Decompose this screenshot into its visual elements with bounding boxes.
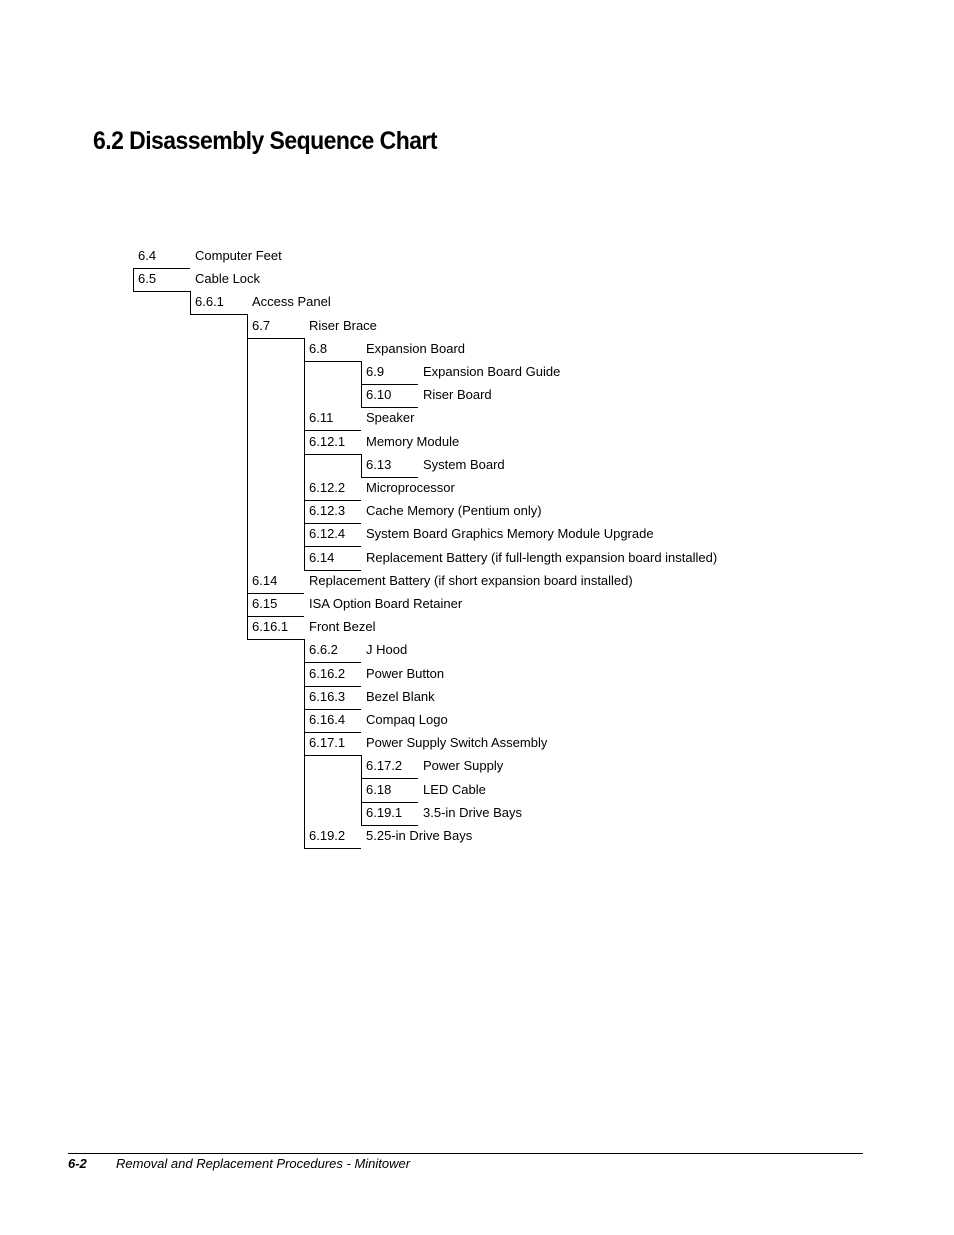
sequence-row — [304, 432, 864, 454]
component-label: Expansion Board — [366, 341, 466, 356]
component-label: Power Button — [366, 666, 445, 681]
row-left-border — [133, 268, 134, 291]
sequence-row — [247, 571, 807, 593]
group-connector — [304, 338, 305, 570]
number-underline — [361, 802, 418, 803]
sequence-row — [190, 292, 750, 314]
section-number: 6.16.3 — [309, 689, 346, 704]
section-number: 6.12.4 — [309, 526, 346, 541]
component-label: Memory Module — [366, 434, 460, 449]
section-number: 6.10 — [366, 387, 392, 402]
number-underline — [361, 407, 418, 408]
section-number: 6.12.2 — [309, 480, 346, 495]
group-connector — [361, 361, 362, 407]
component-label: 5.25-in Drive Bays — [366, 828, 473, 843]
component-label: System Board Graphics Memory Module Upgrade — [366, 526, 654, 541]
sequence-row — [361, 803, 921, 825]
group-connector — [247, 314, 248, 639]
section-number: 6.16.4 — [309, 712, 346, 727]
number-underline — [304, 500, 361, 501]
sequence-row — [304, 408, 864, 430]
component-label: Cache Memory (Pentium only) — [366, 503, 542, 518]
section-number: 6.19.2 — [309, 828, 346, 843]
sequence-row — [133, 246, 693, 268]
footer-page-number: 6-2 — [68, 1156, 87, 1171]
component-label: Computer Feet — [195, 248, 282, 263]
sequence-row — [304, 733, 864, 755]
component-label: Riser Brace — [309, 318, 377, 333]
number-underline — [133, 291, 190, 292]
component-label: Power Supply — [423, 758, 504, 773]
section-number: 6.6.2 — [309, 642, 338, 657]
sequence-row — [361, 756, 921, 778]
footer-text: Removal and Replacement Procedures - Minitower — [116, 1156, 411, 1171]
component-label: Compaq Logo — [366, 712, 448, 727]
number-underline — [304, 570, 361, 571]
sequence-row — [304, 524, 864, 546]
sequence-row — [133, 269, 693, 291]
component-label: Cable Lock — [195, 271, 261, 286]
number-underline — [361, 778, 418, 779]
sequence-row — [361, 362, 921, 384]
sequence-row — [247, 617, 807, 639]
number-underline — [247, 639, 304, 640]
sequence-row — [304, 339, 864, 361]
component-label: Front Bezel — [309, 619, 376, 634]
section-number: 6.11 — [309, 410, 334, 425]
section-number: 6.9 — [366, 364, 385, 379]
sequence-row — [304, 826, 864, 848]
section-number: 6.7 — [252, 318, 271, 333]
component-label: Access Panel — [252, 294, 331, 309]
number-underline — [304, 755, 361, 756]
component-label: ISA Option Board Retainer — [309, 596, 463, 611]
number-underline — [304, 546, 361, 547]
component-label: System Board — [423, 457, 505, 472]
sequence-row — [247, 594, 807, 616]
sequence-row — [361, 780, 921, 802]
sequence-row — [361, 385, 921, 407]
number-underline — [304, 430, 361, 431]
sequence-row — [304, 501, 864, 523]
number-underline — [304, 662, 361, 663]
component-label: Replacement Battery (if full-length expansion board installed) — [366, 550, 718, 565]
sequence-row — [304, 687, 864, 709]
component-label: J Hood — [366, 642, 408, 657]
section-number: 6.12.3 — [309, 503, 346, 518]
section-number: 6.6.1 — [195, 294, 224, 309]
section-number: 6.8 — [309, 341, 328, 356]
number-underline — [361, 384, 418, 385]
section-number: 6.17.1 — [309, 735, 346, 750]
group-connector — [361, 454, 362, 477]
section-number: 6.14 — [309, 550, 335, 565]
section-number: 6.17.2 — [366, 758, 403, 773]
component-label: Expansion Board Guide — [423, 364, 561, 379]
sequence-row — [304, 640, 864, 662]
component-label: Riser Board — [423, 387, 492, 402]
page-title: 6.2 Disassembly Sequence Chart — [93, 127, 437, 155]
footer-rule — [68, 1153, 863, 1154]
number-underline — [133, 268, 190, 269]
number-underline — [304, 523, 361, 524]
section-number: 6.18 — [366, 782, 392, 797]
section-number: 6.19.1 — [366, 805, 403, 820]
section-number: 6.13 — [366, 457, 392, 472]
group-connector — [304, 639, 305, 848]
number-underline — [190, 314, 247, 315]
section-number: 6.12.1 — [309, 434, 346, 449]
number-underline — [247, 593, 304, 594]
sequence-row — [361, 455, 921, 477]
section-number: 6.14 — [252, 573, 278, 588]
component-label: Bezel Blank — [366, 689, 435, 704]
number-underline — [247, 338, 304, 339]
component-label: 3.5-in Drive Bays — [423, 805, 522, 820]
number-underline — [304, 686, 361, 687]
sequence-row — [304, 710, 864, 732]
number-underline — [361, 477, 418, 478]
sequence-row — [304, 548, 864, 570]
number-underline — [304, 732, 361, 733]
component-label: LED Cable — [423, 782, 486, 797]
number-underline — [304, 361, 361, 362]
group-connector — [361, 755, 362, 825]
section-number: 6.4 — [138, 248, 157, 263]
sequence-row — [304, 664, 864, 686]
group-connector — [190, 291, 191, 314]
component-label: Replacement Battery (if short expansion board installed) — [309, 573, 633, 588]
component-label: Speaker — [366, 410, 415, 425]
number-underline — [361, 825, 418, 826]
sequence-row — [247, 316, 807, 338]
section-number: 6.16.1 — [252, 619, 289, 634]
component-label: Microprocessor — [366, 480, 455, 495]
number-underline — [304, 454, 361, 455]
section-number: 6.15 — [252, 596, 278, 611]
number-underline — [304, 709, 361, 710]
sequence-row — [304, 478, 864, 500]
section-number: 6.5 — [138, 271, 157, 286]
component-label: Power Supply Switch Assembly — [366, 735, 548, 750]
number-underline — [304, 848, 361, 849]
number-underline — [247, 616, 304, 617]
section-number: 6.16.2 — [309, 666, 346, 681]
